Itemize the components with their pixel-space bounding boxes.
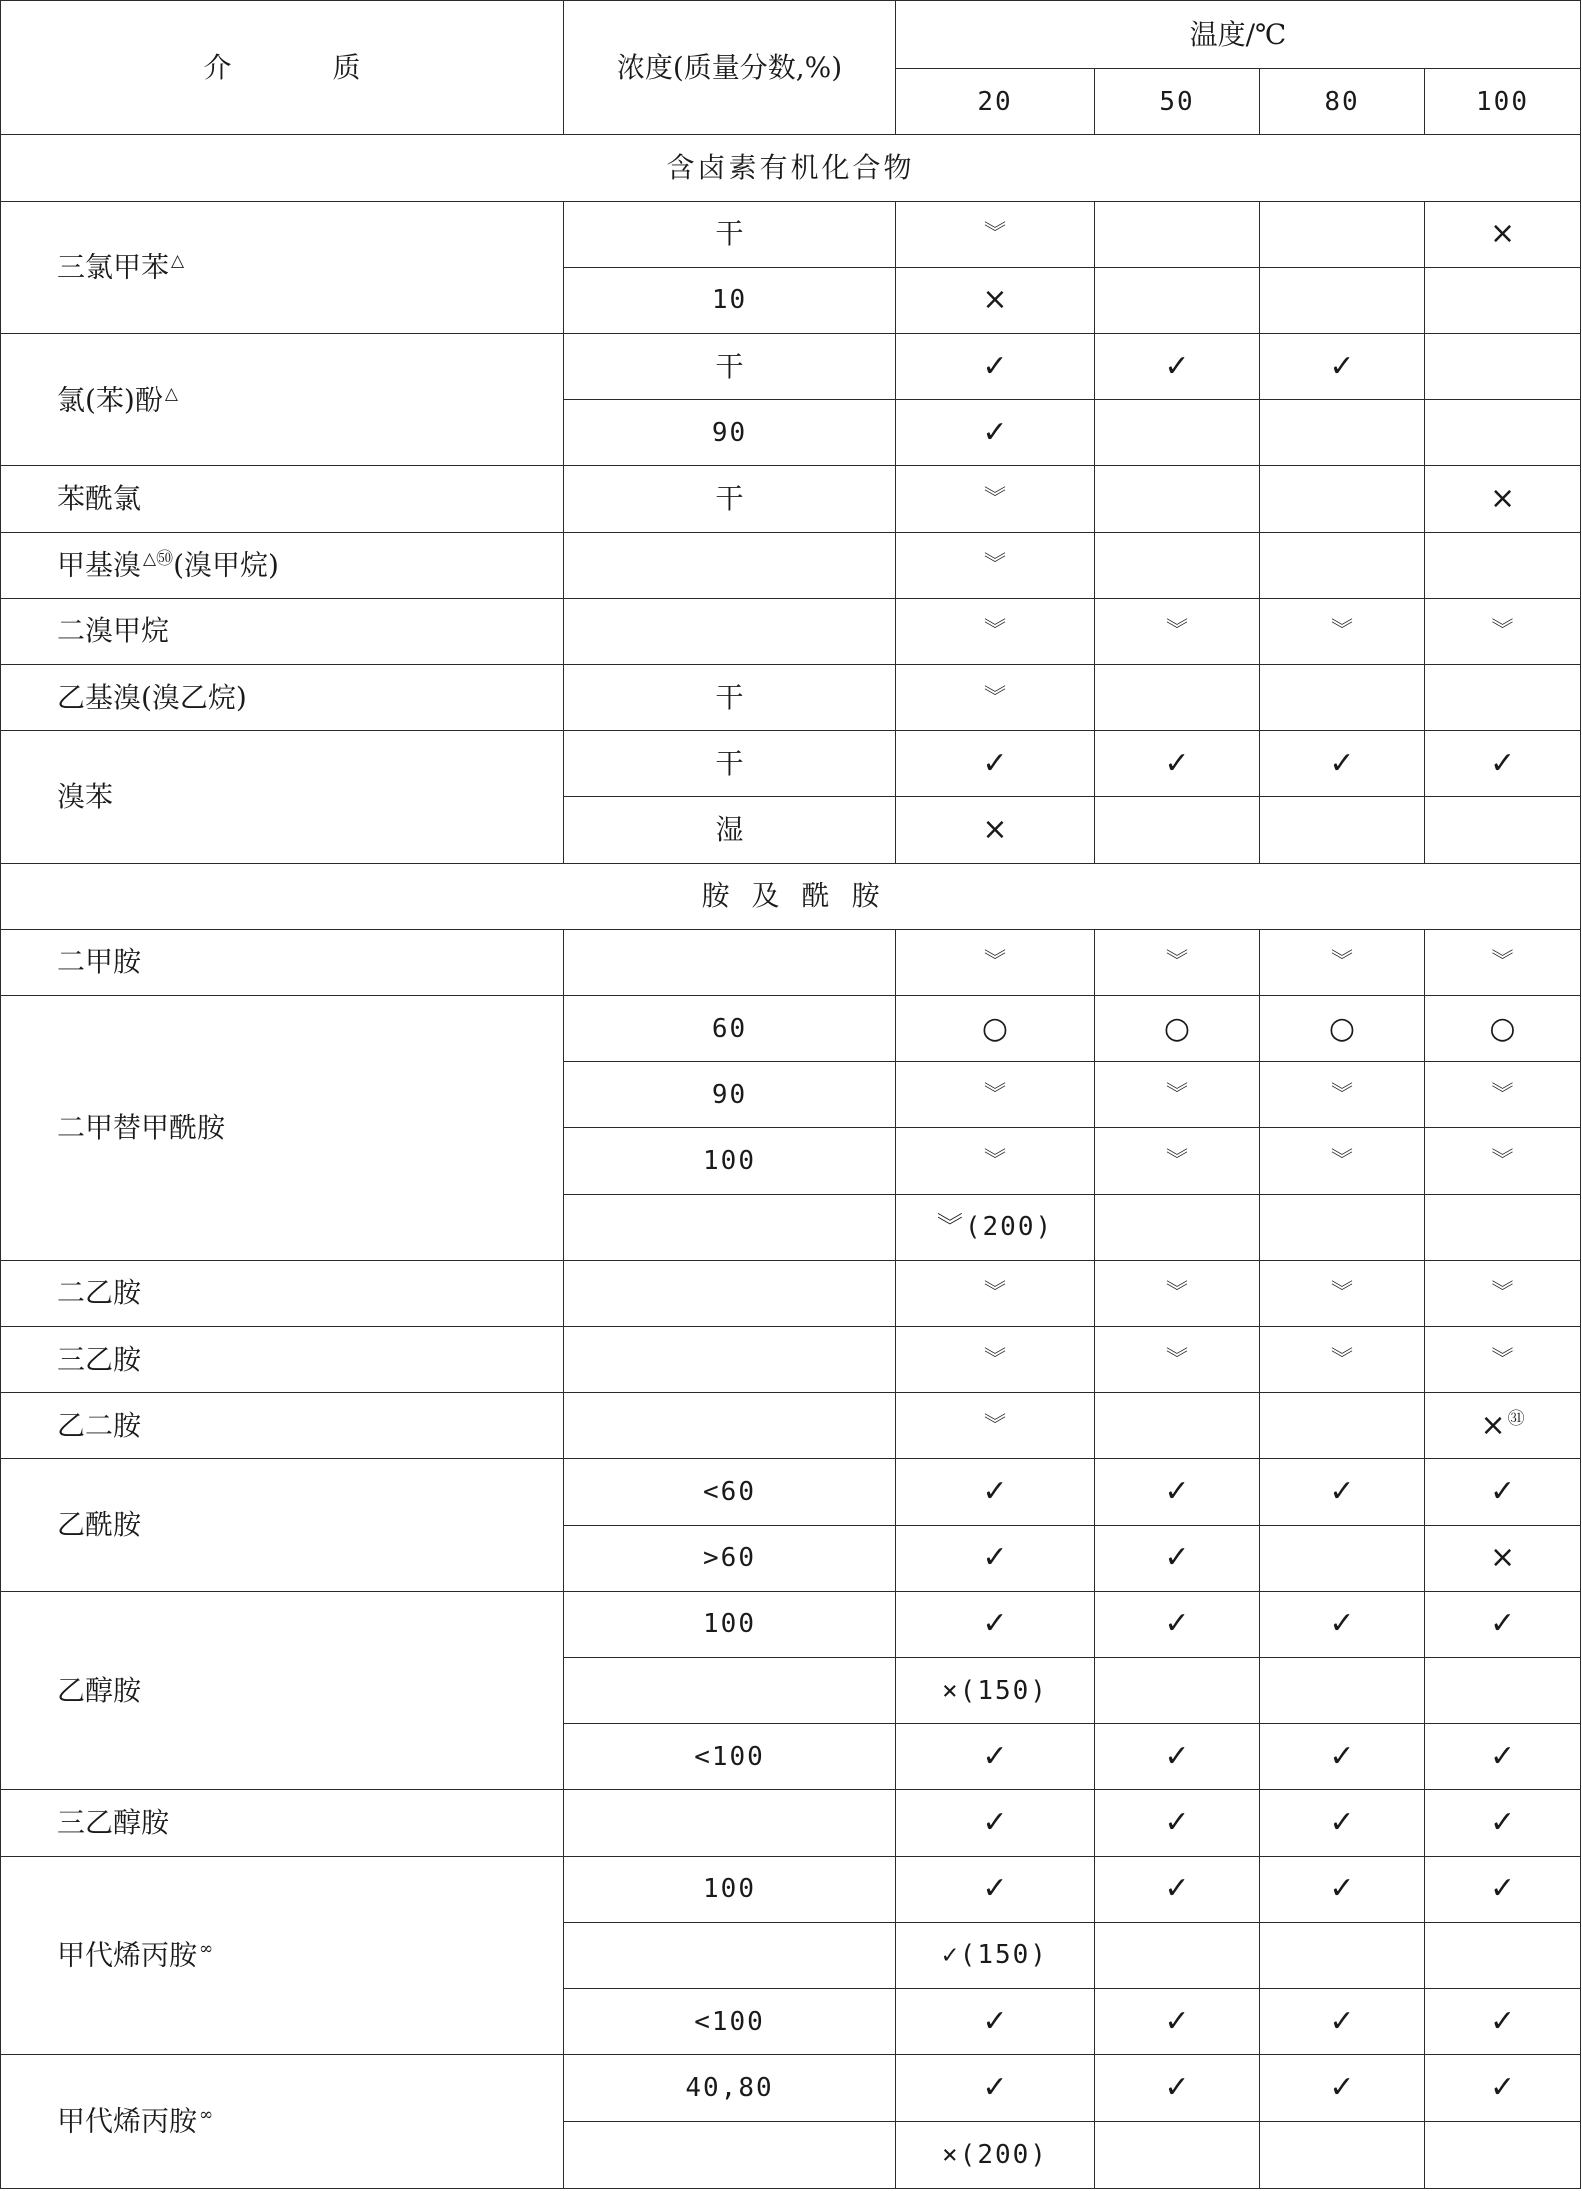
cross-icon: × [896, 797, 1095, 863]
rating-cell [1260, 466, 1425, 532]
check-icon: ✓ [896, 334, 1095, 400]
cross-icon: × [1425, 1525, 1581, 1591]
check-icon: ✓ [1260, 1724, 1425, 1790]
check-icon: ✓ [896, 1591, 1095, 1657]
concentration-cell: 干 [564, 334, 896, 400]
concentration-cell: 干 [564, 466, 896, 532]
check-icon: ✓ [1425, 1856, 1581, 1922]
medium-name: 乙基溴(溴乙烷) [1, 665, 564, 731]
header-temp-100: 100 [1425, 69, 1581, 135]
concentration-cell: 干 [564, 731, 896, 797]
double-chevron-icon: ︾ [896, 598, 1095, 664]
double-chevron-icon: ︾ [1260, 1327, 1425, 1393]
concentration-cell [564, 598, 896, 664]
medium-name: 二乙胺 [1, 1260, 564, 1326]
concentration-cell [564, 1922, 896, 1988]
concentration-cell [564, 532, 896, 598]
rating-cell [1260, 1194, 1425, 1260]
double-chevron-icon: ︾ [1260, 929, 1425, 995]
rating-cell [1095, 1194, 1260, 1260]
medium-name: 乙酰胺 [1, 1459, 564, 1591]
rating-cell [1260, 797, 1425, 863]
cross-icon: × [896, 267, 1095, 333]
check-icon: ✓ [1260, 1790, 1425, 1856]
rating-cell [1095, 665, 1260, 731]
rating-cell [1260, 1393, 1425, 1459]
concentration-cell [564, 1393, 896, 1459]
medium-name: 三乙胺 [1, 1327, 564, 1393]
cross-icon: × [1425, 466, 1581, 532]
medium-name: 甲代烯丙胺 [57, 1938, 198, 1972]
rating-cell [1095, 201, 1260, 267]
double-chevron-icon: ︾ [1095, 1062, 1260, 1128]
concentration-cell: 100 [564, 1128, 896, 1194]
rating-cell [1260, 532, 1425, 598]
circle-icon: ○ [896, 996, 1095, 1062]
check-icon: ✓ [1260, 731, 1425, 797]
rating-cell [1425, 532, 1581, 598]
medium-alias: (溴甲烷) [173, 548, 279, 582]
double-chevron-icon: ︾ [1425, 1260, 1581, 1326]
rating-cell [1425, 797, 1581, 863]
rating-cell [1095, 797, 1260, 863]
rating-cell [1260, 2121, 1425, 2189]
footnote-mark: ㉛ [1507, 1408, 1525, 1429]
double-chevron-icon: ︾ [896, 929, 1095, 995]
check-icon: ✓ [1095, 1790, 1260, 1856]
rating-cell [1095, 267, 1260, 333]
rating-cell [1425, 2121, 1581, 2189]
rating-cell [1425, 1393, 1581, 1459]
rating-cell [1425, 1658, 1581, 1724]
double-chevron-icon: ︾ [1260, 1260, 1425, 1326]
check-icon: ✓ [1260, 1459, 1425, 1525]
header-temp-20: 20 [896, 69, 1095, 135]
rating-cell [1260, 267, 1425, 333]
medium-name: 甲基溴 [57, 548, 142, 582]
double-chevron-icon: ︾ [1260, 1062, 1425, 1128]
check-icon: ✓ [1260, 334, 1425, 400]
medium-name: 二甲胺 [1, 929, 564, 995]
double-chevron-icon: ︾ [896, 665, 1095, 731]
header-temp-80: 80 [1260, 69, 1425, 135]
double-chevron-icon: ︾ [1425, 1128, 1581, 1194]
header-temp-50: 50 [1095, 69, 1260, 135]
rating-cell: ×(150) [896, 1658, 1095, 1724]
medium-cell [1, 1856, 564, 2055]
check-icon: ✓ [1260, 2055, 1425, 2121]
concentration-cell: >60 [564, 1525, 896, 1591]
medium-name: 三乙醇胺 [1, 1790, 564, 1856]
rating-cell [1425, 267, 1581, 333]
double-chevron-icon: ︾ [1260, 598, 1425, 664]
medium-name: 氯(苯)酚 [57, 382, 163, 416]
concentration-cell [564, 1194, 896, 1260]
double-chevron-icon: ︾ [1425, 929, 1581, 995]
medium-cell [1, 201, 564, 333]
double-chevron-icon: ︾ [1095, 1128, 1260, 1194]
check-icon: ✓ [1425, 731, 1581, 797]
header-temperature: 温度/℃ [896, 1, 1581, 69]
rating-cell [1095, 400, 1260, 466]
check-icon: ✓ [1425, 1989, 1581, 2055]
medium-name: 甲代烯丙胺 [57, 2104, 198, 2138]
circle-icon: ○ [1425, 996, 1581, 1062]
header-medium: 介 质 [1, 1, 564, 135]
check-icon: ✓ [1425, 1459, 1581, 1525]
rating-cell: ︾(200) [896, 1194, 1095, 1260]
check-icon: ✓ [1095, 1591, 1260, 1657]
check-icon: ✓ [1095, 334, 1260, 400]
double-chevron-icon: ︾ [1425, 598, 1581, 664]
concentration-cell [564, 1260, 896, 1326]
check-icon: ✓ [1095, 1724, 1260, 1790]
footnote-mark: ∞ [199, 1939, 214, 1960]
concentration-cell: 100 [564, 1856, 896, 1922]
rating-cell [1425, 665, 1581, 731]
check-icon: ✓ [896, 1459, 1095, 1525]
check-icon: ✓ [896, 731, 1095, 797]
check-icon: ✓ [1095, 2055, 1260, 2121]
double-chevron-icon: ︾ [896, 1327, 1095, 1393]
rating-cell [1260, 1525, 1425, 1591]
concentration-cell: 90 [564, 1062, 896, 1128]
circle-icon: ○ [1095, 996, 1260, 1062]
concentration-cell [564, 2121, 896, 2189]
rating-cell [1095, 532, 1260, 598]
concentration-cell [564, 929, 896, 995]
footnote-mark: △㊿ [143, 549, 174, 570]
rating-cell: ×(200) [896, 2121, 1095, 2189]
medium-cell [1, 2055, 564, 2189]
concentration-cell: 10 [564, 267, 896, 333]
footnote-mark: ∞ [199, 2105, 214, 2126]
double-chevron-icon: ︾ [896, 201, 1095, 267]
double-chevron-icon: ︾ [896, 532, 1095, 598]
rating-cell [1260, 400, 1425, 466]
rating-cell [1260, 1658, 1425, 1724]
medium-name: 三氯甲苯 [57, 250, 170, 284]
section-title: 含卤素有机化合物 [1, 135, 1581, 201]
concentration-cell [564, 1790, 896, 1856]
header-concentration: 浓度(质量分数,%) [564, 1, 896, 135]
medium-name: 乙二胺 [1, 1393, 564, 1459]
concentration-cell: 干 [564, 201, 896, 267]
rating-cell [1260, 1922, 1425, 1988]
medium-cell [1, 532, 564, 598]
check-icon: ✓ [896, 400, 1095, 466]
check-icon: ✓ [896, 1525, 1095, 1591]
section-title: 胺及酰胺 [1, 863, 1581, 929]
check-icon: ✓ [896, 1856, 1095, 1922]
double-chevron-icon: ︾ [1095, 1327, 1260, 1393]
check-icon: ✓ [1095, 731, 1260, 797]
concentration-cell: <100 [564, 1989, 896, 2055]
check-icon: ✓ [1260, 1591, 1425, 1657]
rating-cell [1425, 400, 1581, 466]
check-icon: ✓ [1260, 1856, 1425, 1922]
rating-cell [1260, 201, 1425, 267]
rating-cell [1260, 665, 1425, 731]
rating-cell [1095, 1393, 1260, 1459]
rating-cell [1095, 1658, 1260, 1724]
check-icon: ✓ [1425, 1724, 1581, 1790]
double-chevron-icon: ︾ [896, 1260, 1095, 1326]
double-chevron-icon: ︾ [1095, 598, 1260, 664]
check-icon: ✓ [1425, 2055, 1581, 2121]
check-icon: ✓ [1425, 1591, 1581, 1657]
check-icon: ✓ [1095, 1856, 1260, 1922]
check-icon: ✓ [896, 1724, 1095, 1790]
check-icon: ✓ [1095, 1525, 1260, 1591]
concentration-cell: 湿 [564, 797, 896, 863]
check-icon: ✓ [896, 2055, 1095, 2121]
rating-cell [1425, 1922, 1581, 1988]
cross-icon: × [1425, 201, 1581, 267]
cross-icon: × [1480, 1407, 1506, 1443]
rating-cell [1095, 466, 1260, 532]
concentration-cell: 60 [564, 996, 896, 1062]
concentration-cell [564, 1658, 896, 1724]
double-chevron-icon: ︾ [896, 1128, 1095, 1194]
concentration-cell: 40,80 [564, 2055, 896, 2121]
double-chevron-icon: ︾ [896, 1393, 1095, 1459]
double-chevron-icon: ︾ [1425, 1062, 1581, 1128]
rating-cell [1425, 334, 1581, 400]
double-chevron-icon: ︾ [896, 1062, 1095, 1128]
double-chevron-icon: ︾ [1260, 1128, 1425, 1194]
check-icon: ✓ [1425, 1790, 1581, 1856]
double-chevron-icon: ︾ [1095, 929, 1260, 995]
rating-cell [1095, 1922, 1260, 1988]
check-icon: ✓ [1095, 1459, 1260, 1525]
medium-name: 苯酰氯 [1, 466, 564, 532]
check-icon: ✓ [896, 1989, 1095, 2055]
double-chevron-icon: ︾ [1095, 1260, 1260, 1326]
footnote-mark: △ [171, 251, 185, 272]
concentration-cell: 90 [564, 400, 896, 466]
medium-name: 二溴甲烷 [1, 598, 564, 664]
medium-name: 乙醇胺 [1, 1591, 564, 1790]
concentration-cell [564, 1327, 896, 1393]
medium-name: 溴苯 [1, 731, 564, 863]
concentration-cell: 100 [564, 1591, 896, 1657]
concentration-cell: <60 [564, 1459, 896, 1525]
rating-cell [1425, 1194, 1581, 1260]
medium-cell [1, 334, 564, 466]
concentration-cell: 干 [564, 665, 896, 731]
double-chevron-icon: ︾ [896, 466, 1095, 532]
rating-cell [1095, 2121, 1260, 2189]
check-icon: ✓ [1260, 1989, 1425, 2055]
rating-cell: ✓(150) [896, 1922, 1095, 1988]
check-icon: ✓ [1095, 1989, 1260, 2055]
medium-name: 二甲替甲酰胺 [1, 996, 564, 1261]
concentration-cell: <100 [564, 1724, 896, 1790]
check-icon: ✓ [896, 1790, 1095, 1856]
double-chevron-icon: ︾ [1425, 1327, 1581, 1393]
footnote-mark: △ [164, 383, 178, 404]
circle-icon: ○ [1260, 996, 1425, 1062]
